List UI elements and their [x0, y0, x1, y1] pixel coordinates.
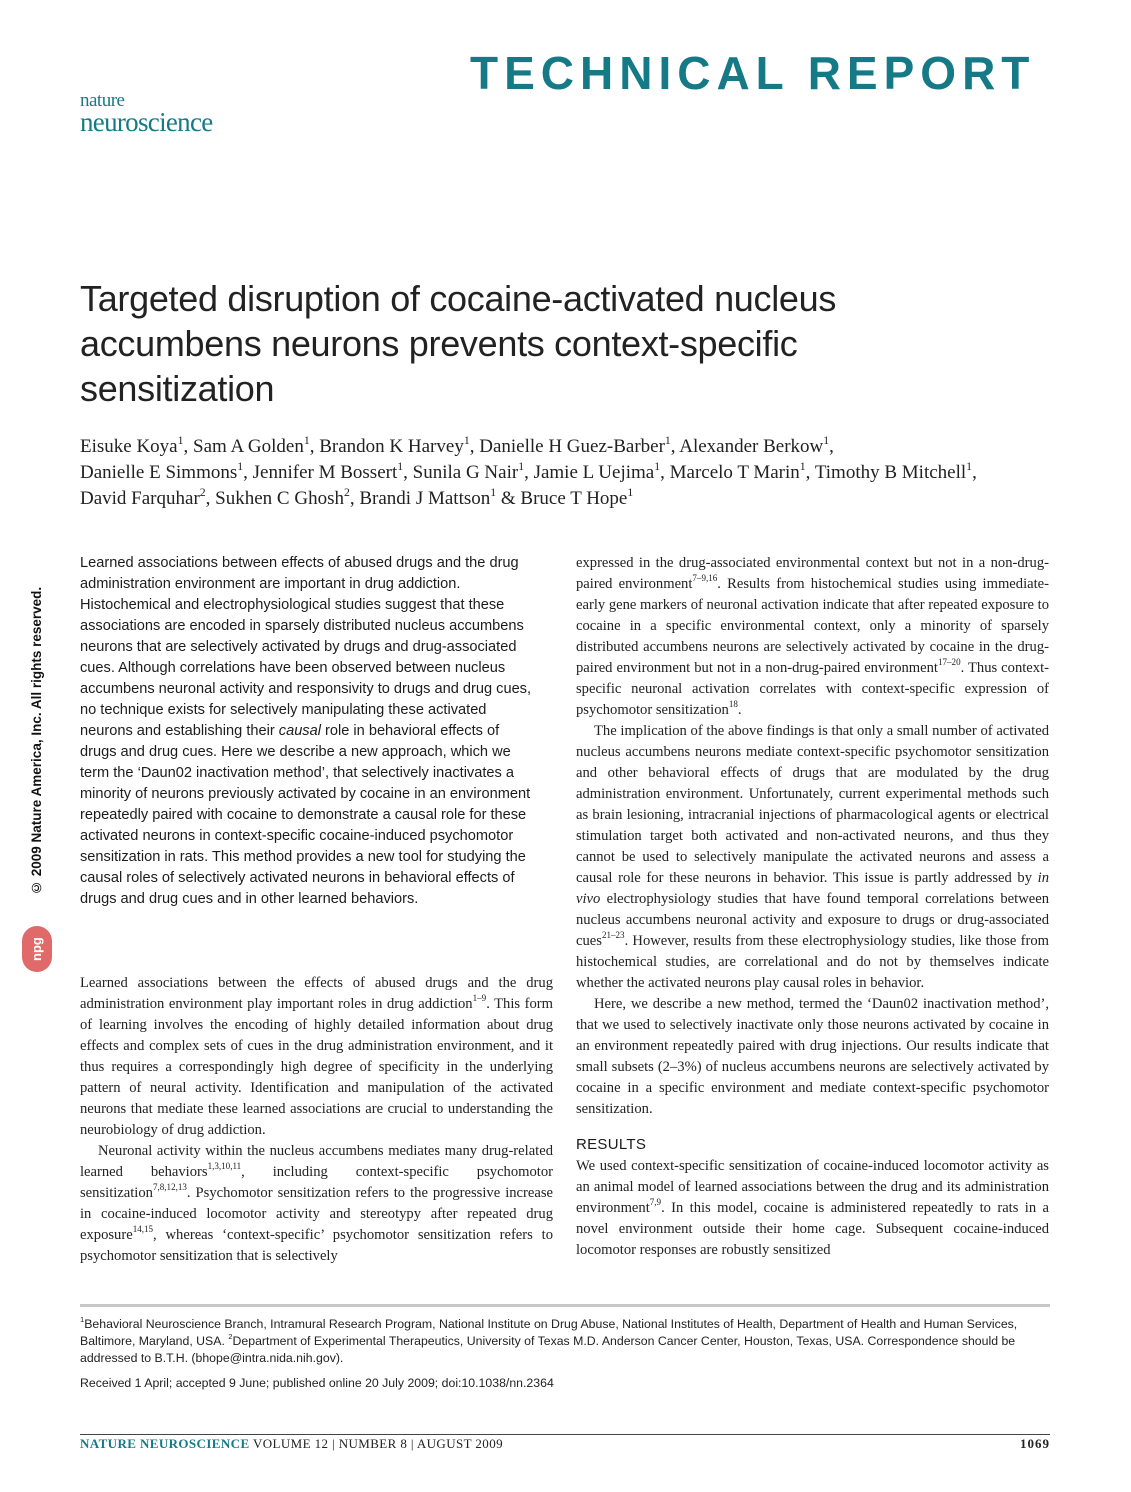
author-affiliation-marker: 1 [490, 485, 497, 499]
citation: 14,15 [132, 1224, 154, 1235]
author-separator: , [205, 488, 216, 509]
citation: 1,3,10,11 [207, 1161, 242, 1172]
journal-logo-line1: nature [80, 90, 125, 111]
author-separator: , [309, 436, 320, 457]
author-affiliation-marker: 1 [177, 433, 184, 447]
author-name: Danielle H Guez-Barber [479, 436, 665, 457]
author-separator: , [524, 462, 534, 483]
author-name: Jamie L Uejima [533, 462, 655, 483]
author-name: Sukhen C Ghosh [215, 488, 344, 509]
report-type-heading: TECHNICAL REPORT [470, 47, 1036, 99]
author-name: Danielle E Simmons [80, 462, 238, 483]
author-name: Jennifer M Bossert [252, 462, 398, 483]
text-run: . This form of learning involves the encoding of highly detailed information about drug effects and complex sets of cues in the drug administration environment, and it thus requires a correspondingly high degree of specificity in the underlying pattern of neural activity. Identification and manipulation of the activated neurons that mediate these learned associations are crucial to understanding the neurobiology of drug addiction. [80, 996, 553, 1138]
author-list [80, 434, 980, 512]
intro-paragraph-2 [80, 1141, 553, 1267]
author-affiliation-marker: 1 [664, 433, 671, 447]
author-separator: , [972, 462, 977, 483]
author-affiliation-marker: 1 [823, 433, 830, 447]
citation: 21–23 [601, 930, 625, 941]
affiliation-2: Department of Experimental Therapeutics, University of Texas M.D. Anderson Cancer Center, Houston, Texas, USA. Correspondence should be addressed to B.T.H. (bhope@intra.nida.nih.gov). [80, 1334, 1016, 1365]
author-affiliation-marker: 1 [627, 485, 634, 499]
author-affiliation-marker: 1 [799, 459, 806, 473]
author-affiliation-marker: 1 [237, 459, 244, 473]
footer-issue-info: VOLUME 12 | NUMBER 8 | AUGUST 2009 [249, 1436, 503, 1451]
citation: 7,9 [649, 1197, 662, 1208]
author-name: Bruce T Hope [520, 488, 628, 509]
journal-logo-line2: neuroscience [80, 107, 213, 137]
footer-journal-name: NATURE NEUROSCIENCE [80, 1436, 250, 1451]
page-footer [80, 1436, 1050, 1452]
abstract-text-2: role in behavioral effects of drugs and drug cues. Here we describe a new approach, which we term the ‘Daun02 inactivation method’, that selectively inactivates a minority of neurons previously activated by cocaine in an environment repeatedly paired with cocaine to demonstrate a causal role for these activated neurons in context-specific cocaine-induced psychomotor sensitization in rats. This method provides a new tool for studying the causal roles of selectively activated neurons in behavioral effects of drugs and drug cues and in other learned behaviors. [80, 723, 531, 907]
author-affiliation-marker: 1 [518, 459, 525, 473]
article-title: Targeted disruption of cocaine-activated nucleus accumbens neurons prevents context-specific sensitization [80, 278, 837, 409]
citation: 17–20 [937, 657, 961, 668]
received-dates: Received 1 April; accepted 9 June; published online 20 July 2009; doi:10.1038/nn.2364 [80, 1376, 554, 1390]
text-run: , including context-specific psychomotor sensitization [80, 1164, 554, 1201]
intro-paragraph-3 [576, 721, 1049, 994]
citation: 1–9 [472, 993, 487, 1004]
author-separator: , [829, 436, 834, 457]
author-affiliation-marker: 2 [343, 485, 350, 499]
author-name: David Farquhar [80, 488, 200, 509]
text-run: . Results from histochemical studies using immediate-early gene markers of neuronal activation indicate that after repeated exposure to cocaine in a specific environmental context, only a minority of sparsely distributed accumbens neurons are selectively activated by cocaine in the drug-paired environment but not in a non-drug-paired environment [576, 576, 1049, 676]
text-run: We used context-specific sensitization of cocaine-induced locomotor activity as an animal model of learned associations between the drug and its administration environment [576, 1158, 1049, 1216]
footer-divider [80, 1434, 1050, 1435]
author-separator: , [670, 436, 680, 457]
text-run: . Psychomotor sensitization refers to the progressive increase in cocaine-induced locomotor activity and stereotypy after repeated drug exposure [80, 1185, 553, 1243]
author-separator: , [660, 462, 670, 483]
results-heading: RESULTS [576, 1136, 647, 1153]
text-run: . Thus context-specific neuronal activation correlates with context-specific expression of psychomotor sensitization [576, 660, 1049, 718]
text-run: . In this model, cocaine is administered repeatedly to rats in a novel environment outside their home cage. Subsequent cocaine-induced locomotor responses are robustly sensitized [576, 1200, 1049, 1258]
author-separator: & [496, 488, 521, 509]
journal-logo [80, 92, 213, 136]
text-run: Neuronal activity within the nucleus accumbens mediates many drug-related learned behaviors [80, 1143, 553, 1180]
author-affiliation-marker: 1 [654, 459, 661, 473]
author-name: Alexander Berkow [679, 436, 824, 457]
author-separator: , [349, 488, 360, 509]
affiliation-marker: 1 [80, 1315, 85, 1325]
citation: 7,8,12,13 [152, 1182, 187, 1193]
author-name: Brandi J Mattson [359, 488, 491, 509]
author-affiliation-marker: 2 [199, 485, 206, 499]
author-name: Eisuke Koya [80, 436, 178, 457]
author-separator: , [805, 462, 815, 483]
author-separator: , [243, 462, 253, 483]
italic-in-vivo: in vivo [576, 870, 1049, 907]
author-name: Marcelo T Marin [669, 462, 800, 483]
citation: 18 [728, 699, 738, 710]
text-run: Learned associations between the effects of abused drugs and the drug administration environment play important roles in drug addiction [80, 975, 553, 1012]
author-separator: , [469, 436, 480, 457]
author-affiliation-marker: 1 [303, 433, 310, 447]
author-name: Sam A Golden [193, 436, 304, 457]
npg-logo-icon: npg [22, 926, 52, 972]
intro-paragraph-2-cont [576, 553, 1049, 721]
affiliations-footnote [80, 1316, 1055, 1367]
author-affiliation-marker: 1 [463, 433, 470, 447]
intro-paragraph-1 [80, 973, 553, 1141]
abstract-text-1: Learned associations between effects of abused drugs and the drug administration environment are important in drug addiction. Histochemical and electrophysiological studies suggest that these associations are encoded in sparsely distributed nucleus accumbens neurons that are selectively activated by drugs and drug-associated cues. Although correlations have been observed between nucleus accumbens neuronal activity and responsivity to drugs and drug cues, no technique exists for selectively manipulating these activated neurons and establishing their [80, 555, 532, 739]
affiliation-marker: 2 [228, 1332, 233, 1342]
text-run: electrophysiology studies that have found temporal correlations between nucleus accumbens neuronal activity and exposure to drugs or drug-associated cues [576, 891, 1049, 949]
text-run: expressed in the drug-associated environmental context but not in a non-drug-paired environment [576, 555, 1049, 592]
intro-paragraph-4: Here, we describe a new method, termed the ‘Daun02 inactivation method’, that we used to selectively inactivate only those neurons activated by cocaine in an environment repeatedly paired with drug injections. Our results indicate that small subsets (2–3%) of nucleus accumbens neurons are selectively activated by cocaine in a specific environment and mediate context-specific psychomotor sensitization. [576, 996, 1049, 1117]
text-run: The implication of the above findings is that only a small number of activated nucleus accumbens neurons mediate context-specific psychomotor sensitization and other behavioral effects of drugs that are modulated by the drug administration environment. Unfortunately, current experimental methods such as brain lesioning, intracranial injections of pharmacological agents or electrical stimulation target both activated and non-activated neurons, and thus they cannot be used to selectively manipulate the activated neurons and assess a causal role for these neurons in behavior. This issue is partly addressed by [576, 723, 1049, 886]
author-name: Brandon K Harvey [319, 436, 464, 457]
text-run: , whereas ‘context-specific’ psychomotor sensitization refers to psychomotor sensitization that is selectively [80, 1227, 553, 1264]
citation: 7–9,16 [692, 573, 718, 584]
author-separator: , [183, 436, 194, 457]
author-name: Sunila G Nair [412, 462, 519, 483]
text-run: . However, results from these electrophysiology studies, like those from histochemical studies, are correlational and do not by themselves indicate whether the activated neurons play causal roles in behavior. [576, 933, 1049, 991]
footnote-divider [80, 1304, 1050, 1307]
abstract-italic-causal: causal [278, 723, 321, 739]
abstract [80, 553, 535, 910]
affiliation-1: Behavioral Neuroscience Branch, Intramural Research Program, National Institute on Drug Abuse, National Institutes of Health, Department of Health and Human Services, Baltimore, Maryland, USA. [80, 1317, 1018, 1348]
right-column-body [576, 553, 1049, 1261]
left-column-body [80, 973, 553, 1267]
results-paragraph-1 [576, 1156, 1049, 1261]
author-affiliation-marker: 1 [966, 459, 973, 473]
page-number: 1069 [1020, 1436, 1050, 1451]
copyright-notice: © 2009 Nature America, Inc. All rights reserved. [29, 586, 44, 895]
author-separator: , [403, 462, 413, 483]
text-run: . [737, 702, 742, 718]
author-name: Timothy B Mitchell [814, 462, 967, 483]
author-affiliation-marker: 1 [397, 459, 404, 473]
